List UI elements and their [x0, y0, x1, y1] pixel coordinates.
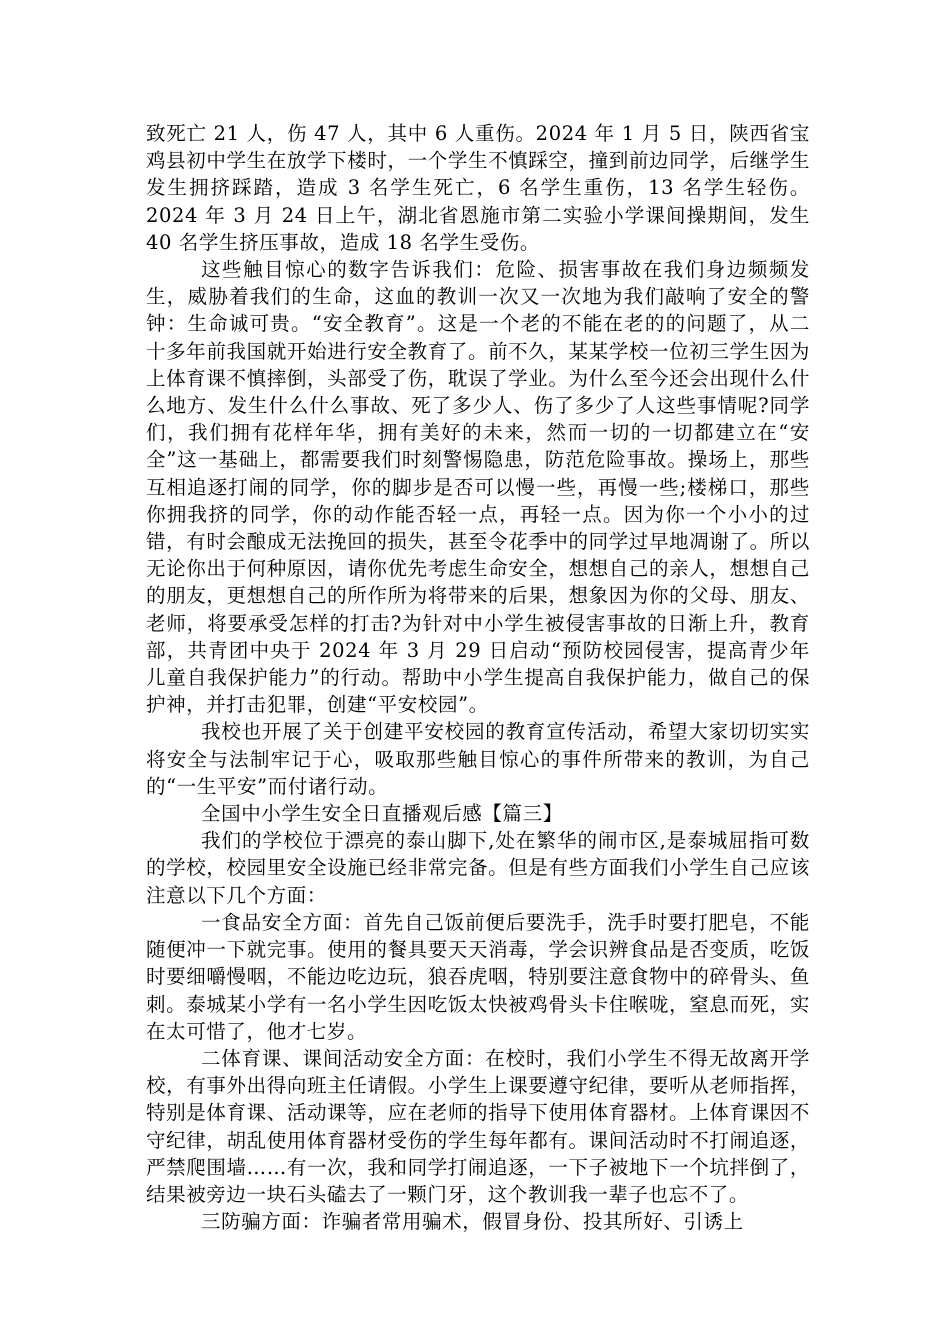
paragraph-safety-warning: 这些触目惊心的数字告诉我们：危险、损害事故在我们身边频频发生，威胁着我们的生命，这血的教训一次又一次地为我们敲响了安全的警钟：生命诚可贵。“安全教育”。这是一个老的不能在老的的问题了，从二十多年前我国就开始进行安全教育了。前不久，某某学校一位初三学生因为上体育课不慎摔倒，头部受了伤，耽误了学业。为什么至今还会出现什么什么地方、发生什么什么事故、死了多少人、伤了多少了人这些事情呢?同学们，我们拥有花样年华，拥有美好的未来，然而一切的一切都建立在“安全”这一基础上，都需要我们时刻警惕隐患，防范危险事故。操场上，那些互相追逐打闹的同学，你的脚步是否可以慢一些，再慢一些;楼梯口，那些你拥我挤的同学，你的动作能否轻一点，再轻一点。因为你一个小小的过错，有时会酿成无法挽回的损失，甚至令花季中的同学过早地凋谢了。所以无论你出于何种原因，请你优先考虑生命安全，想想自己的亲人，想想自己的朋友，更想想自己的所作所为将带来的后果，想象因为你的父母、朋友、老师，将要承受怎样的打击?为针对中小学生被侵害事故的日渐上升，教育部，共青团中央于 2024 年 3 月 29 日启动“预防校园侵害，提高青少年儿童自我保护能力”的行动。帮助中小学生提高自我保护能力，做自己的保护神，并打击犯罪，创建“平安校园”。 [146, 258, 810, 717]
document-body [146, 120, 810, 1235]
paragraph-school-campaign: 我校也开展了关于创建平安校园的教育宣传活动，希望大家切切实实将安全与法制牢记于心，吸取那些触目惊心的事件所带来的教训，为自己的“一生平安”而付诸行动。 [146, 720, 810, 798]
section-heading-part-three: 全国中小学生安全日直播观后感【篇三】 [201, 802, 563, 826]
paragraph-sports-safety: 二体育课、课间活动安全方面：在校时，我们小学生不得无故离开学校，有事外出得向班主任请假。小学生上课要遵守纪律，要听从老师指挥，特别是体育课、活动课等，应在老师的指导下使用体育器材。上体育课因不守纪律，胡乱使用体育器材受伤的学生每年都有。课间活动时不打闹追逐，严禁爬围墙……有一次，我和同学打闹追逐，一下子被地下一个坑拌倒了，结果被旁边一块石头磕去了一颗门牙，这个教训我一辈子也忘不了。 [146, 1046, 810, 1206]
paragraph-food-safety: 一食品安全方面：首先自己饭前便后要洗手，洗手时要打肥皂，不能随便冲一下就完事。使用的餐具要天天消毒，学会识辨食品是否变质，吃饭时要细嚼慢咽，不能边吃边玩，狼吞虎咽，特别要注意食物中的碎骨头、鱼刺。泰城某小学有一名小学生因吃饭太快被鸡骨头卡住喉咙，窒息而死，实在太可惜了，他才七岁。 [146, 910, 810, 1043]
paragraph-continued-accident-report: 致死亡 21 人，伤 47 人，其中 6 人重伤。2024 年 1 月 5 日，陕西省宝鸡县初中学生在放学下楼时，一个学生不慎踩空，撞到前边同学，后继学生发生拥挤踩踏，造成 3 名学生死亡，6 名学生重伤，13 名学生轻伤。2024 年 3 月 24 日上午，湖北省恩施市第二实验小学课间操期间，发生 40 名学生挤压事故，造成 18 名学生受伤。 [146, 122, 810, 254]
paragraph-school-intro: 我们的学校位于漂亮的泰山脚下,处在繁华的闹市区,是泰城屈指可数的学校，校园里安全设施已经非常完备。但是有些方面我们小学生自己应该注意以下几个方面： [146, 829, 810, 907]
paragraph-anti-fraud: 三防骗方面：诈骗者常用骗术，假冒身份、投其所好、引诱上 [201, 1210, 744, 1234]
